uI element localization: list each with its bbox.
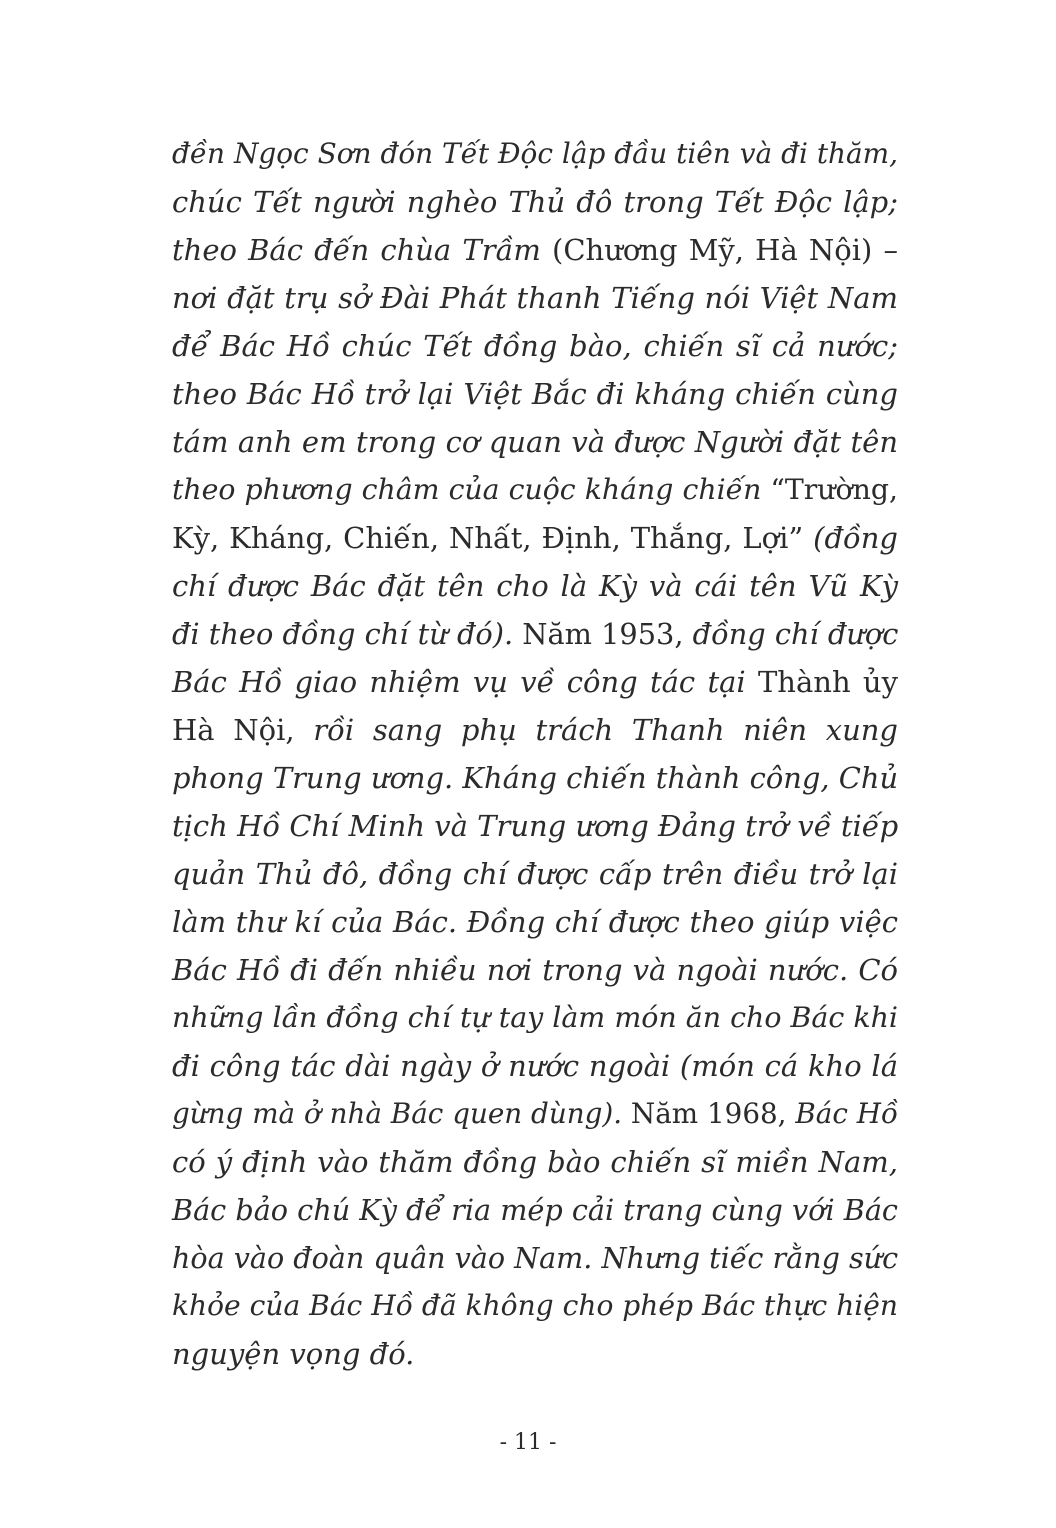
- text-line: [172, 1090, 898, 1138]
- text-segment: đi công tác dài ngày ở nước ngoài (món cá kho lá: [172, 1049, 898, 1083]
- text-segment: “Trường,: [770, 473, 898, 506]
- text-line: [172, 1186, 898, 1234]
- text-segment: theo Bác đến chùa Trầm: [172, 233, 553, 267]
- text-line: [172, 466, 898, 514]
- text-segment: –: [872, 233, 898, 267]
- text-segment: tịch Hồ Chí Minh và Trung ương Đảng trở về tiếp: [172, 809, 899, 843]
- text-line: [172, 370, 898, 418]
- text-line: [172, 1138, 898, 1186]
- text-line: [172, 1282, 898, 1330]
- text-line: [172, 658, 898, 706]
- text-segment: để Bác Hồ chúc Tết đồng bào, chiến sĩ cả nước;: [172, 329, 898, 363]
- text-segment: có ý định vào thăm đồng bào chiến sĩ miền Nam,: [172, 1145, 898, 1179]
- text-segment: làm thư kí của Bác. Đồng chí được theo giúp việc: [172, 905, 898, 939]
- text-segment: theo Bác Hồ trở lại Việt Bắc đi kháng chiến cùng: [172, 377, 898, 411]
- text-line: [172, 1234, 898, 1282]
- text-line: [172, 178, 898, 226]
- text-line: [172, 226, 898, 274]
- text-segment: Năm 1953,: [522, 617, 684, 651]
- text-line: [172, 802, 898, 850]
- text-segment: tám anh em trong cơ quan và được Người đặt tên: [172, 425, 898, 459]
- text-segment: rồi sang phụ trách Thanh niên xung: [294, 713, 898, 747]
- text-line: [172, 322, 898, 370]
- text-line: [172, 850, 898, 898]
- text-segment: (đồng: [803, 521, 898, 555]
- text-segment: nơi đặt trụ sở Đài Phát thanh Tiếng nói Việt Nam: [172, 281, 898, 315]
- text-segment: (Chương Mỹ, Hà Nội): [552, 233, 873, 267]
- text-segment: đồng chí được: [683, 617, 899, 651]
- text-line: [172, 706, 898, 754]
- text-line: [172, 514, 898, 562]
- text-segment: theo phương châm của cuộc kháng chiến: [172, 473, 771, 506]
- text-segment: chúc Tết người nghèo Thủ đô trong Tết Độc lập;: [172, 185, 898, 219]
- text-line: [172, 130, 898, 178]
- page-number: - 11 -: [499, 1430, 557, 1455]
- text-segment: Năm 1968,: [630, 1097, 787, 1130]
- text-segment: Bác Hồ: [786, 1097, 898, 1130]
- text-segment: hòa vào đoàn quân vào Nam. Nhưng tiếc rằng sức: [172, 1241, 899, 1275]
- text-segment: những lần đồng chí tự tay làm món ăn cho Bác khi: [172, 1001, 898, 1034]
- text-line: [172, 1042, 898, 1090]
- text-segment: nguyện vọng đó.: [172, 1337, 415, 1371]
- text-line: [172, 1330, 898, 1378]
- text-segment: Bác bảo chú Kỳ để ria mép cải trang cùng với Bác: [172, 1193, 898, 1227]
- text-segment: Kỳ, Kháng, Chiến, Nhất, Định, Thắng, Lợi”: [172, 521, 804, 555]
- text-segment: khỏe của Bác Hồ đã không cho phép Bác thực hiện: [172, 1289, 898, 1322]
- text-segment: quản Thủ đô, đồng chí được cấp trên điều trở lại: [172, 857, 898, 891]
- text-line: [172, 274, 898, 322]
- text-segment: Bác Hồ giao nhiệm vụ về công tác tại: [172, 665, 758, 699]
- text-line: [172, 946, 898, 994]
- text-segment: Hà Nội,: [172, 713, 295, 747]
- text-segment: chí được Bác đặt tên cho là Kỳ và cái tên Vũ Kỳ: [172, 569, 898, 603]
- text-line: [172, 418, 898, 466]
- text-line: [172, 754, 898, 802]
- text-line: [172, 994, 898, 1042]
- body-text: [172, 130, 898, 1378]
- text-line: [172, 610, 898, 658]
- text-segment: phong Trung ương. Kháng chiến thành công, Chủ: [172, 761, 899, 795]
- text-segment: Bác Hồ đi đến nhiều nơi trong và ngoài nước. Có: [172, 953, 898, 987]
- text-segment: gừng mà ở nhà Bác quen dùng).: [172, 1097, 631, 1130]
- text-line: [172, 562, 898, 610]
- text-line: [172, 898, 898, 946]
- text-segment: đi theo đồng chí từ đó).: [172, 617, 523, 651]
- text-segment: Thành ủy: [757, 665, 898, 699]
- text-segment: đền Ngọc Sơn đón Tết Độc lập đầu tiên và đi thăm,: [172, 137, 898, 170]
